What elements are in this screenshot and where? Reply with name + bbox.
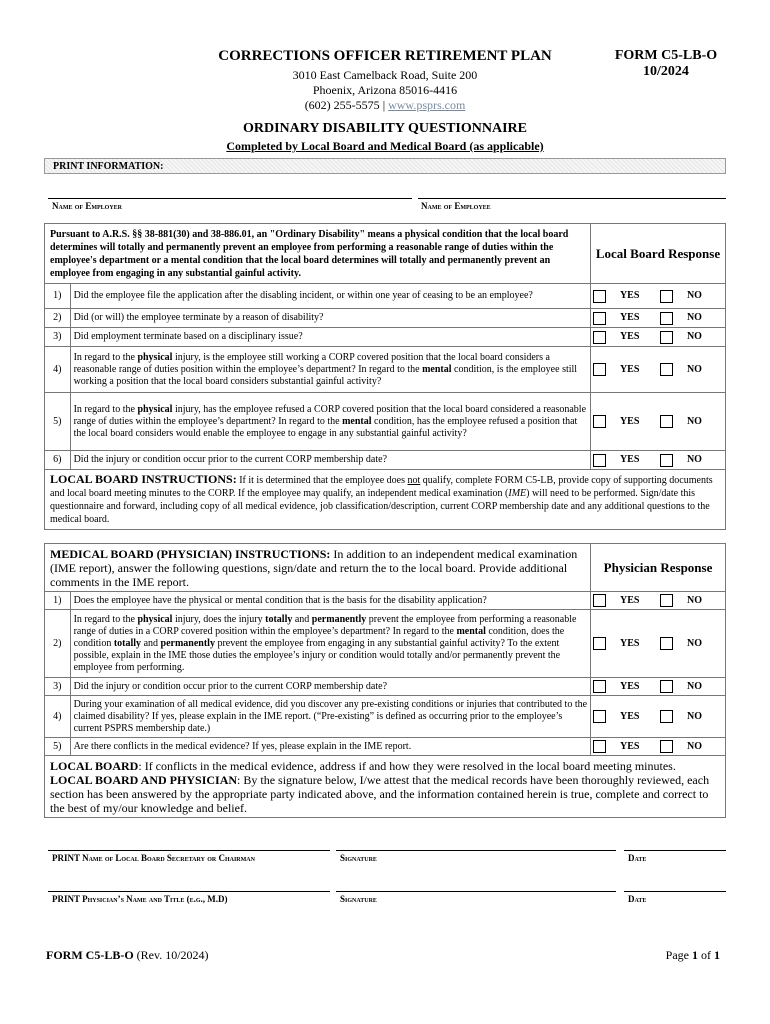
table-row	[45, 738, 726, 756]
local-board-response-header: Local Board Response	[590, 224, 725, 284]
table-row	[45, 592, 726, 610]
physician-date-line[interactable]	[624, 891, 726, 892]
yes-label: YES	[619, 415, 640, 427]
table-row	[45, 309, 726, 328]
no-label: NO	[686, 290, 702, 301]
no-label: NO	[686, 415, 702, 427]
question-text: In regard to the physical injury, does the injury totally and permanently prevent the employee from performing a reasonable range of duties in a CORP covered position within the employee’s department? In regard to the mental condition, does the condition totally and permanently prevent the employee from engaging in any substantial gainful activity? To the extent possible, explain in the IME those duties the employee’s injury or condition would totally and/or permanently prevent the employee from performing.	[70, 610, 590, 678]
no-checkbox[interactable]	[660, 312, 673, 325]
yes-checkbox[interactable]	[593, 415, 606, 428]
yes-label: YES	[620, 594, 640, 606]
no-checkbox[interactable]	[660, 680, 673, 693]
table-row	[45, 451, 726, 470]
yes-label: YES	[619, 312, 640, 323]
yes-checkbox[interactable]	[593, 363, 606, 376]
yes-label: YES	[619, 331, 640, 342]
address-line-2: Phoenix, Arizona 85016-4416	[312, 83, 458, 97]
table-row	[45, 610, 726, 678]
question-number: 2)	[45, 610, 71, 678]
no-label: NO	[687, 637, 703, 649]
yes-label: YES	[619, 290, 640, 301]
table-row	[45, 696, 726, 738]
footer-form-id: FORM C5-LB-O (Rev. 10/2024)	[46, 948, 209, 962]
physician-signature-line[interactable]	[336, 891, 616, 892]
no-label: NO	[687, 710, 703, 722]
question-number: 1)	[45, 592, 71, 610]
yes-label: YES	[620, 740, 640, 752]
no-checkbox[interactable]	[660, 740, 673, 753]
no-label: NO	[687, 680, 703, 692]
table-row	[45, 284, 726, 309]
employee-name-label: Name of Employee	[421, 201, 491, 211]
yes-checkbox[interactable]	[593, 290, 606, 303]
print-information-bar: PRINT INFORMATION:	[44, 158, 726, 174]
question-number: 4)	[45, 696, 71, 738]
no-label: NO	[687, 740, 703, 752]
question-text: Did the employee file the application after the disabling incident, or within one year of ceasing to be an employee?	[70, 284, 590, 309]
yes-checkbox[interactable]	[593, 331, 606, 344]
closing-statement: LOCAL BOARD: If conflicts in the medical evidence, address if and how they were resolved in the local board meeting minutes. LOCAL BOARD AND PHYSICIAN: By the signature below, I/we attest that the medical records have been thoroughly reviewed, each section has been answered by the appropriate party indicated above, and the information contained herein is true, complete and correct to the best of my/our knowledge and belief.	[45, 756, 726, 818]
no-label: NO	[686, 331, 702, 342]
yes-label: YES	[619, 363, 640, 375]
no-label: NO	[686, 363, 702, 375]
yes-checkbox[interactable]	[593, 680, 606, 693]
question-text: Did the injury or condition occur prior to the current CORP membership date?	[70, 678, 590, 696]
no-label: NO	[687, 594, 703, 606]
yes-checkbox[interactable]	[593, 740, 606, 753]
employer-name-label: Name of Employer	[52, 201, 122, 211]
no-checkbox[interactable]	[660, 594, 673, 607]
secretary-signature-line[interactable]	[336, 850, 616, 851]
website-link[interactable]: www.psprs.com	[388, 98, 466, 112]
medical-board-instructions: MEDICAL BOARD (PHYSICIAN) INSTRUCTIONS: In addition to an independent medical examination (IME report), answer the following questions, sign/date and return the to the local board. Provide additional comments in the IME report.	[45, 544, 591, 592]
questionnaire-subtitle: Completed by Local Board and Medical Board (as applicable)	[226, 139, 544, 153]
physician-name-label: PRINT Physician’s Name and Title (e.g., M.D)	[52, 894, 228, 904]
no-checkbox[interactable]	[660, 637, 673, 650]
phone-number: (602) 255-5575	[304, 98, 380, 112]
question-text: During your examination of all medical evidence, did you discover any pre-existing conditions or injuries that contributed to the claimed disability? If yes, please explain in the IME report. (“Pre-existing” is defined as occurring prior to the employee’s current PSPRS membership date.)	[70, 696, 590, 738]
secretary-date-line[interactable]	[624, 850, 726, 851]
address-line-1: 3010 East Camelback Road, Suite 200	[292, 68, 478, 82]
question-number: 3)	[45, 678, 71, 696]
question-number: 5)	[45, 738, 71, 756]
question-text: In regard to the physical injury, has the employee refused a CORP covered position that the local board considered a reasonable range of duties within the employee’s department? In regard to the mental condition, has the employee refused a position that the local board considers would enable the employee to engage in any substantial gainful activity?	[70, 393, 590, 451]
question-text: Are there conflicts in the medical evidence? If yes, please explain in the IME report.	[70, 738, 590, 756]
yes-label: YES	[620, 710, 640, 722]
table-row	[45, 347, 726, 393]
physician-name-line[interactable]	[48, 891, 330, 892]
no-checkbox[interactable]	[660, 454, 673, 467]
yes-checkbox[interactable]	[593, 637, 606, 650]
no-label: NO	[686, 454, 702, 465]
medical-board-table	[44, 543, 726, 818]
question-number: 5)	[45, 393, 71, 451]
no-checkbox[interactable]	[660, 415, 673, 428]
question-text: Did employment terminate based on a disciplinary issue?	[70, 328, 590, 347]
signature-label: Signature	[340, 894, 377, 904]
question-number: 3)	[45, 328, 71, 347]
local-board-instructions: LOCAL BOARD INSTRUCTIONS: If it is determined that the employee does not qualify, complete FORM C5-LB, provide copy of supporting documents and local board meeting minutes to the CORP. If the employee may qualify, an independent medical examination (IME) will need to be performed. Sign/date this questionnaire and forward, including copy of all medical evidence, job classification/description, current CORP membership date and any additional questions to the medical board.	[45, 470, 726, 530]
ordinary-disability-definition: Pursuant to A.R.S. §§ 38-881(30) and 38-886.01, an "Ordinary Disability" means a physical condition that the local board determines will totally and permanently prevent an employee from performing a reasonable range of duties within the employee's department or a mental condition that the local board determines will totally and permanently prevent an employee from engaging in any substantial gainful activity.	[45, 224, 591, 284]
table-row	[45, 678, 726, 696]
form-date: 10/2024	[643, 64, 689, 79]
question-number: 2)	[45, 309, 71, 328]
date-label: Date	[628, 894, 647, 904]
yes-label: YES	[619, 454, 640, 465]
page-number: Page 1 of 1	[665, 948, 720, 962]
yes-checkbox[interactable]	[593, 454, 606, 467]
employer-name-line[interactable]	[48, 198, 412, 199]
date-label: Date	[628, 853, 647, 863]
question-text: Did the injury or condition occur prior to the current CORP membership date?	[70, 451, 590, 470]
question-number: 4)	[45, 347, 71, 393]
local-board-table	[44, 223, 726, 530]
signature-label: Signature	[340, 853, 377, 863]
no-label: NO	[686, 312, 702, 323]
question-text: Does the employee have the physical or mental condition that is the basis for the disability application?	[70, 592, 590, 610]
yes-label: YES	[620, 680, 640, 692]
no-checkbox[interactable]	[660, 331, 673, 344]
employee-name-line[interactable]	[418, 198, 726, 199]
table-row	[45, 393, 726, 451]
no-checkbox[interactable]	[660, 290, 673, 303]
yes-checkbox[interactable]	[593, 594, 606, 607]
question-text: Did (or will) the employee terminate by a reason of disability?	[70, 309, 590, 328]
question-text: In regard to the physical injury, is the employee still working a CORP covered position that the local board considers a reasonable range of duties position within the employee’s department? In regard to the mental condition, is the employee still working a position that the local board considers substantial gainful activity?	[70, 347, 590, 393]
yes-label: YES	[620, 637, 640, 649]
form-id-block	[596, 48, 736, 80]
physician-response-header: Physician Response	[591, 544, 726, 592]
yes-checkbox[interactable]	[593, 710, 606, 723]
contact-line	[0, 98, 770, 113]
yes-checkbox[interactable]	[593, 312, 606, 325]
questionnaire-title: ORDINARY DISABILITY QUESTIONNAIRE	[243, 121, 527, 136]
secretary-name-line[interactable]	[48, 850, 330, 851]
form-id: FORM C5-LB-O	[614, 48, 718, 63]
question-number: 6)	[45, 451, 71, 470]
no-checkbox[interactable]	[660, 710, 673, 723]
secretary-name-label: PRINT Name of Local Board Secretary or Chairman	[52, 853, 255, 863]
separator: |	[382, 98, 389, 112]
plan-title: CORRECTIONS OFFICER RETIREMENT PLAN	[218, 48, 552, 64]
no-checkbox[interactable]	[660, 363, 673, 376]
table-row	[45, 328, 726, 347]
question-number: 1)	[45, 284, 71, 309]
